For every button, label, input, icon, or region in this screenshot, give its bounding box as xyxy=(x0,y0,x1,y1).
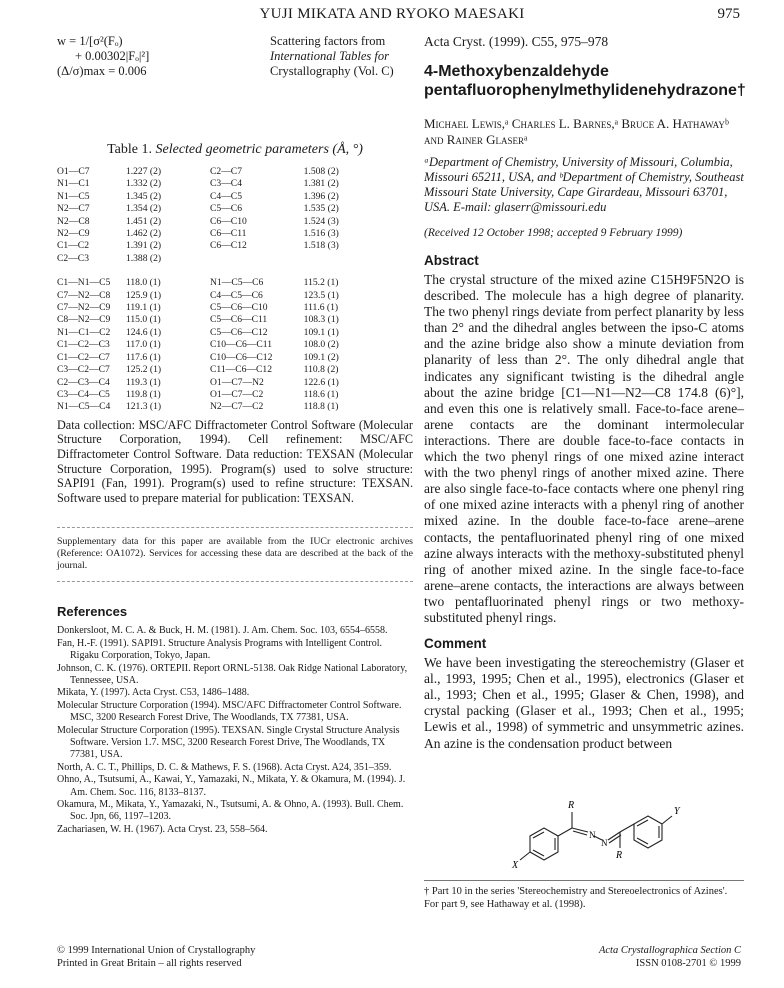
angles-value-left: 125.2 (1) xyxy=(125,364,162,376)
bonds-atoms-right: C2—C7 xyxy=(210,166,242,177)
left-column xyxy=(57,34,413,836)
bonds-value-left: 1.354 (2) xyxy=(125,203,162,215)
bonds-value-right: 1.535 (2) xyxy=(303,203,339,215)
bonds-atoms-right: C5—C6 xyxy=(210,203,242,215)
issn-line: ISSN 0108-2701 © 1999 xyxy=(635,958,741,969)
angles-row xyxy=(57,339,357,351)
angles-atoms-right: C5—C6—C10 xyxy=(210,302,268,314)
angles-value-right: 118.8 (1) xyxy=(303,401,339,413)
shift-ratio: (Δ/σ)max = 0.006 xyxy=(57,64,147,78)
right-column xyxy=(424,34,744,911)
bonds-section xyxy=(57,166,357,265)
bonds-atoms-left: O1—C7 xyxy=(57,166,90,177)
angles-value-right: 123.5 (1) xyxy=(303,289,339,301)
bonds-atoms-left: N1—C1 xyxy=(57,178,90,190)
journal-footer xyxy=(599,944,741,970)
bonds-atoms-right: C6—C11 xyxy=(210,228,247,240)
angles-atoms-left: C7—N2—C9 xyxy=(57,302,111,314)
author-list: Michael Lewis,ᵃ Charles L. Barnes,ᵃ Bruce A. Hathawayᵇ and Rainer Glaserᵃ xyxy=(424,116,729,147)
bonds-row xyxy=(57,203,357,215)
bonds-atoms-right: C6—C12 xyxy=(210,240,247,252)
running-head xyxy=(0,6,784,28)
running-head-authors: YUJI MIKATA AND RYOKO MAESAKI xyxy=(259,6,525,22)
bonds-value-left: 1.227 (2) xyxy=(125,166,162,177)
scheme-label-r-bottom: R xyxy=(616,849,623,861)
bonds-atoms-right xyxy=(202,253,286,265)
angles-value-left: 119.8 (1) xyxy=(125,388,161,400)
angles-value-left: 117.0 (1) xyxy=(125,339,161,351)
bonds-row xyxy=(57,166,357,178)
table-caption xyxy=(57,142,413,158)
bonds-value-right: 1.381 (2) xyxy=(303,178,339,190)
angles-row xyxy=(57,302,357,314)
received-dates: (Received 12 October 1998; accepted 9 February 1999) xyxy=(424,227,683,239)
bonds-value-left: 1.345 (2) xyxy=(125,190,162,202)
table-caption-title: Selected geometric parameters (Å, °) xyxy=(155,142,363,157)
angles-value-left: 124.6 (1) xyxy=(125,326,162,338)
journal-section-line: Acta Crystallographica Section C xyxy=(598,945,741,956)
angles-row xyxy=(57,377,357,389)
angles-atoms-left: C1—C2—C7 xyxy=(57,351,110,363)
bonds-value-left: 1.462 (2) xyxy=(125,228,162,240)
bonds-value-left: 1.391 (2) xyxy=(125,240,162,252)
angles-row xyxy=(57,401,357,413)
affiliations: ᵃDepartment of Chemistry, University of Missouri, Columbia, Missouri 65211, USA, and ᵇDepartment of Chemistry, Southeast Missouri State University, Cape Girardeau, Missouri 63701, USA. E-mail: glaserr@missouri.edu xyxy=(424,155,744,214)
weight-line-1: w = 1/[σ²(Fₒ) xyxy=(57,34,123,48)
angles-atoms-right: C5—C6—C12 xyxy=(210,326,268,338)
bonds-value-left: 1.332 (2) xyxy=(125,178,162,190)
scheme-label-x: X xyxy=(512,859,519,871)
bonds-row xyxy=(57,178,357,190)
angles-atoms-right: C4—C5—C6 xyxy=(210,289,263,301)
bonds-row xyxy=(57,216,357,228)
bonds-value-right: 1.518 (3) xyxy=(303,240,339,252)
printed-line: Printed in Great Britain – all rights reserved xyxy=(57,958,242,969)
bonds-row xyxy=(57,228,357,240)
angles-value-left: 119.1 (1) xyxy=(125,302,161,314)
reference-item: Ohno, A., Tsutsumi, A., Kawai, Y., Yamazaki, N., Mikata, Y. & Okamura, M. (1994). J. Am. Chem. Soc. 116, 8133–8137. xyxy=(57,774,406,798)
journal-reference: Acta Cryst. (1999). C55, 975–978 xyxy=(424,34,609,49)
bonds-atoms-left: C2—C3 xyxy=(57,252,89,264)
angles-row xyxy=(57,327,357,339)
bonds-value-right: 1.508 (2) xyxy=(303,166,339,177)
angles-atoms-right: O1—C7—N2 xyxy=(210,376,264,388)
right-phenyl-ring xyxy=(634,816,662,848)
abstract-text: The crystal structure of the mixed azine C15H9F5N2O is described. The molecule has a high degree of planarity. The two phenyl rings deviate from perfect planarity by less than 2° and the dihedral angles between the ipso-C atoms and the azine bridge also show a minute deviation from planarity of less than 2°. The only dihedral angle that indicates any significant twisting is the dihedral angle about the azine bridge [C1—N1—N2—C8 174.8 (6)°], and even this one is relatively small. Face-to-face arene–arene contacts are the dominant intermolecular interactions. There are double face-to-face contacts in which the two phenyl rings of one mixed azine interact with the two phenyl rings of another mixed azine. There are also single face-to-face contacts where one phenyl ring of one mixed azine interacts with a phenyl ring of another mixed azine. In the double face-to-face arene–arene contacts, the pentafluorinated phenyl ring of one mixed azine always interacts with the methoxy-substituted phenyl ring of another mixed azine. In the single face-to-face arene–arene contacts, the interactions are always between two pentafluorinated phenyl rings or two methoxy-substituted phenyl rings. xyxy=(424,272,744,625)
references-list xyxy=(57,625,413,836)
angles-section xyxy=(57,265,357,413)
scheme-label-r-top: R xyxy=(568,799,575,811)
references-heading: References xyxy=(57,604,128,620)
title-footnote: † Part 10 in the series 'Stereochemistry and Stereoelectronics of Azines'. For part 9, see Hathaway et al. (1998). xyxy=(424,880,744,911)
angles-value-left: 118.0 (1) xyxy=(125,277,161,289)
sf-line-3: Crystallography (Vol. C) xyxy=(270,64,394,78)
reference-item: Zachariasen, W. H. (1967). Acta Cryst. 23, 558–564. xyxy=(57,823,268,835)
copyright-line: © 1999 International Union of Crystallography xyxy=(57,945,256,956)
angles-row xyxy=(57,352,357,364)
bonds-atoms-right: C6—C10 xyxy=(210,215,247,227)
sf-line-2: International Tables for xyxy=(270,49,389,63)
angles-row xyxy=(57,364,357,376)
bonds-row xyxy=(57,191,357,203)
bonds-value-right: 1.396 (2) xyxy=(303,190,339,202)
bonds-row xyxy=(57,253,357,265)
reference-item: Fan, H.-F. (1991). SAPI91. Structure Analysis Programs with Intelligent Control. Rigaku Corporation, Tokyo, Japan. xyxy=(57,637,383,662)
paper-title: 4-Methoxybenzaldehyde pentafluorophenylmethylidenehydrazone† xyxy=(424,63,746,99)
bonds-atoms-left: N1—C5 xyxy=(57,190,90,202)
angles-atoms-right: O1—C7—C2 xyxy=(210,388,264,400)
bonds-value-left: 1.451 (2) xyxy=(125,215,162,227)
scheme-label-y: Y xyxy=(674,805,680,817)
angles-value-right: 109.1 (2) xyxy=(303,351,339,363)
x-bond xyxy=(520,852,530,860)
page-number: 975 xyxy=(717,6,740,22)
angles-value-right: 108.0 (2) xyxy=(303,339,339,351)
angles-atoms-right: N1—C5—C6 xyxy=(210,277,264,289)
weighting-scheme xyxy=(57,34,207,79)
geometric-parameters-table xyxy=(57,166,357,414)
angles-value-left: 125.9 (1) xyxy=(125,289,162,301)
comment-text: We have been investigating the stereochemistry (Glaser et al., 1993, 1995; Chen et al., 1995), electronics (Glaser et al., 1993; Chen et al., 1995; Glaser & Chen, 1998), and crystal packing (Glaser et al., 1993; Chen et al., 1995; Lewis et al., 1998) of symmetric and unsymmetric azines. An azine is the condensation product between xyxy=(424,655,744,751)
azine-scheme xyxy=(424,758,744,876)
supplementary-note: Supplementary data for this paper are available from the IUCr electronic archives (Reference: OA1072). Services for accessing these data are described at the back of the journal. xyxy=(57,527,413,582)
angles-value-left: 121.3 (1) xyxy=(125,401,162,413)
copyright-footer xyxy=(57,944,255,970)
angles-value-right: 110.8 (2) xyxy=(303,364,339,376)
scheme-label-n2: N xyxy=(601,837,608,848)
bonds-value-right xyxy=(286,253,357,265)
bonds-value-right: 1.516 (3) xyxy=(303,228,339,240)
bonds-atoms-left: N2—C9 xyxy=(57,228,90,240)
angles-value-right: 108.3 (1) xyxy=(303,314,339,326)
angles-atoms-left: C3—C4—C5 xyxy=(57,388,110,400)
bonds-value-right: 1.524 (3) xyxy=(303,215,339,227)
table-caption-prefix: Table 1. xyxy=(107,142,153,157)
reference-item: North, A. C. T., Phillips, D. C. & Mathews, F. S. (1968). Acta Cryst. A24, 351–359. xyxy=(57,761,392,773)
scheme-label-n1: N xyxy=(589,829,596,840)
angles-row xyxy=(57,290,357,302)
refinement-details xyxy=(57,34,413,114)
bonds-row xyxy=(57,240,357,252)
bonds-value-left: 1.388 (2) xyxy=(125,252,162,264)
sf-line-1: Scattering factors from xyxy=(270,34,386,48)
comment-heading: Comment xyxy=(424,636,487,652)
angles-atoms-right: C5—C6—C11 xyxy=(210,314,268,326)
angles-atoms-right: N2—C7—C2 xyxy=(210,401,264,413)
table-spacer xyxy=(57,265,357,277)
angles-atoms-left: N1—C5—C4 xyxy=(57,401,111,413)
reference-item: Mikata, Y. (1997). Acta Cryst. C53, 1486–1488. xyxy=(57,687,250,699)
weight-line-2: + 0.00302|Fₒ|²] xyxy=(75,49,150,63)
bonds-atoms-right: C4—C5 xyxy=(210,190,242,202)
y-bond xyxy=(662,816,672,824)
angles-row xyxy=(57,277,357,289)
angles-row xyxy=(57,314,357,326)
scattering-factors xyxy=(270,34,420,79)
bonds-atoms-left: N2—C8 xyxy=(57,215,90,227)
angles-row xyxy=(57,389,357,401)
angles-value-left: 117.6 (1) xyxy=(125,351,161,363)
abstract-heading: Abstract xyxy=(424,253,479,268)
angles-atoms-left: C1—C2—C3 xyxy=(57,339,110,351)
angles-atoms-left: C7—N2—C8 xyxy=(57,289,111,301)
angles-atoms-right: C10—C6—C11 xyxy=(210,339,273,351)
angles-value-left: 119.3 (1) xyxy=(125,376,161,388)
angles-atoms-left: C1—N1—C5 xyxy=(57,277,111,289)
bonds-atoms-left: C1—C2 xyxy=(57,240,89,252)
reference-item: Molecular Structure Corporation (1995). TEXSAN. Single Crystal Structure Analysis Software. Version 1.7. MSC, 3200 Research Forest Drive, The Woodlands, TX 77381, USA. xyxy=(57,724,400,761)
left-phenyl-ring xyxy=(530,828,558,860)
azine-bridge xyxy=(558,812,634,848)
angles-value-right: 111.6 (1) xyxy=(303,302,339,314)
angles-atoms-right: C11—C6—C12 xyxy=(210,364,273,376)
reference-item: Donkersloot, M. C. A. & Buck, H. M. (1981). J. Am. Chem. Soc. 103, 6554–6558. xyxy=(57,625,388,637)
angles-atoms-right: C10—C6—C12 xyxy=(210,351,273,363)
angles-value-right: 109.1 (1) xyxy=(303,326,339,338)
angles-value-left: 115.0 (1) xyxy=(125,314,161,326)
azine-structure-diagram xyxy=(424,758,744,876)
angles-atoms-left: N1—C1—C2 xyxy=(57,326,111,338)
angles-value-right: 122.6 (1) xyxy=(303,376,339,388)
angles-atoms-left: C2—C3—C4 xyxy=(57,376,110,388)
angles-value-right: 118.6 (1) xyxy=(303,388,339,400)
reference-item: Okamura, M., Mikata, Y., Yamazaki, N., Tsutsumi, A. & Ohno, A. (1993). Bull. Chem. Soc. Jpn, 66, 1197–1203. xyxy=(57,798,404,823)
angles-atoms-left: C8—N2—C9 xyxy=(57,314,111,326)
bonds-atoms-right: C3—C4 xyxy=(210,178,242,190)
reference-item: Johnson, C. K. (1976). ORTEPII. Report ORNL-5138. Oak Ridge National Laboratory, Tennessee, USA. xyxy=(57,662,408,686)
reference-item: Molecular Structure Corporation (1994). MSC/AFC Diffractometer Control Software. MSC, 3200 Research Forest Drive, The Woodlands, TX 77381, USA. xyxy=(57,699,402,724)
bonds-atoms-left: N2—C7 xyxy=(57,203,90,215)
table-spacer-cell xyxy=(57,265,357,277)
angles-atoms-left: C3—C2—C7 xyxy=(57,364,110,376)
data-collection-paragraph: Data collection: MSC/AFC Diffractometer Control Software (Molecular Structure Corporation, 1994). Cell refinement: MSC/AFC Diffractometer Control Software. Data reduction: TEXSAN (Molecular Structure Corporation, 1995). Program(s) used to solve structure: SAPI91 (Fan, 1991). Program(s) used to refine structure: TEXSAN. Software used to prepare material for publication: TEXSAN. xyxy=(57,417,413,505)
angles-value-right: 115.2 (1) xyxy=(303,277,339,289)
